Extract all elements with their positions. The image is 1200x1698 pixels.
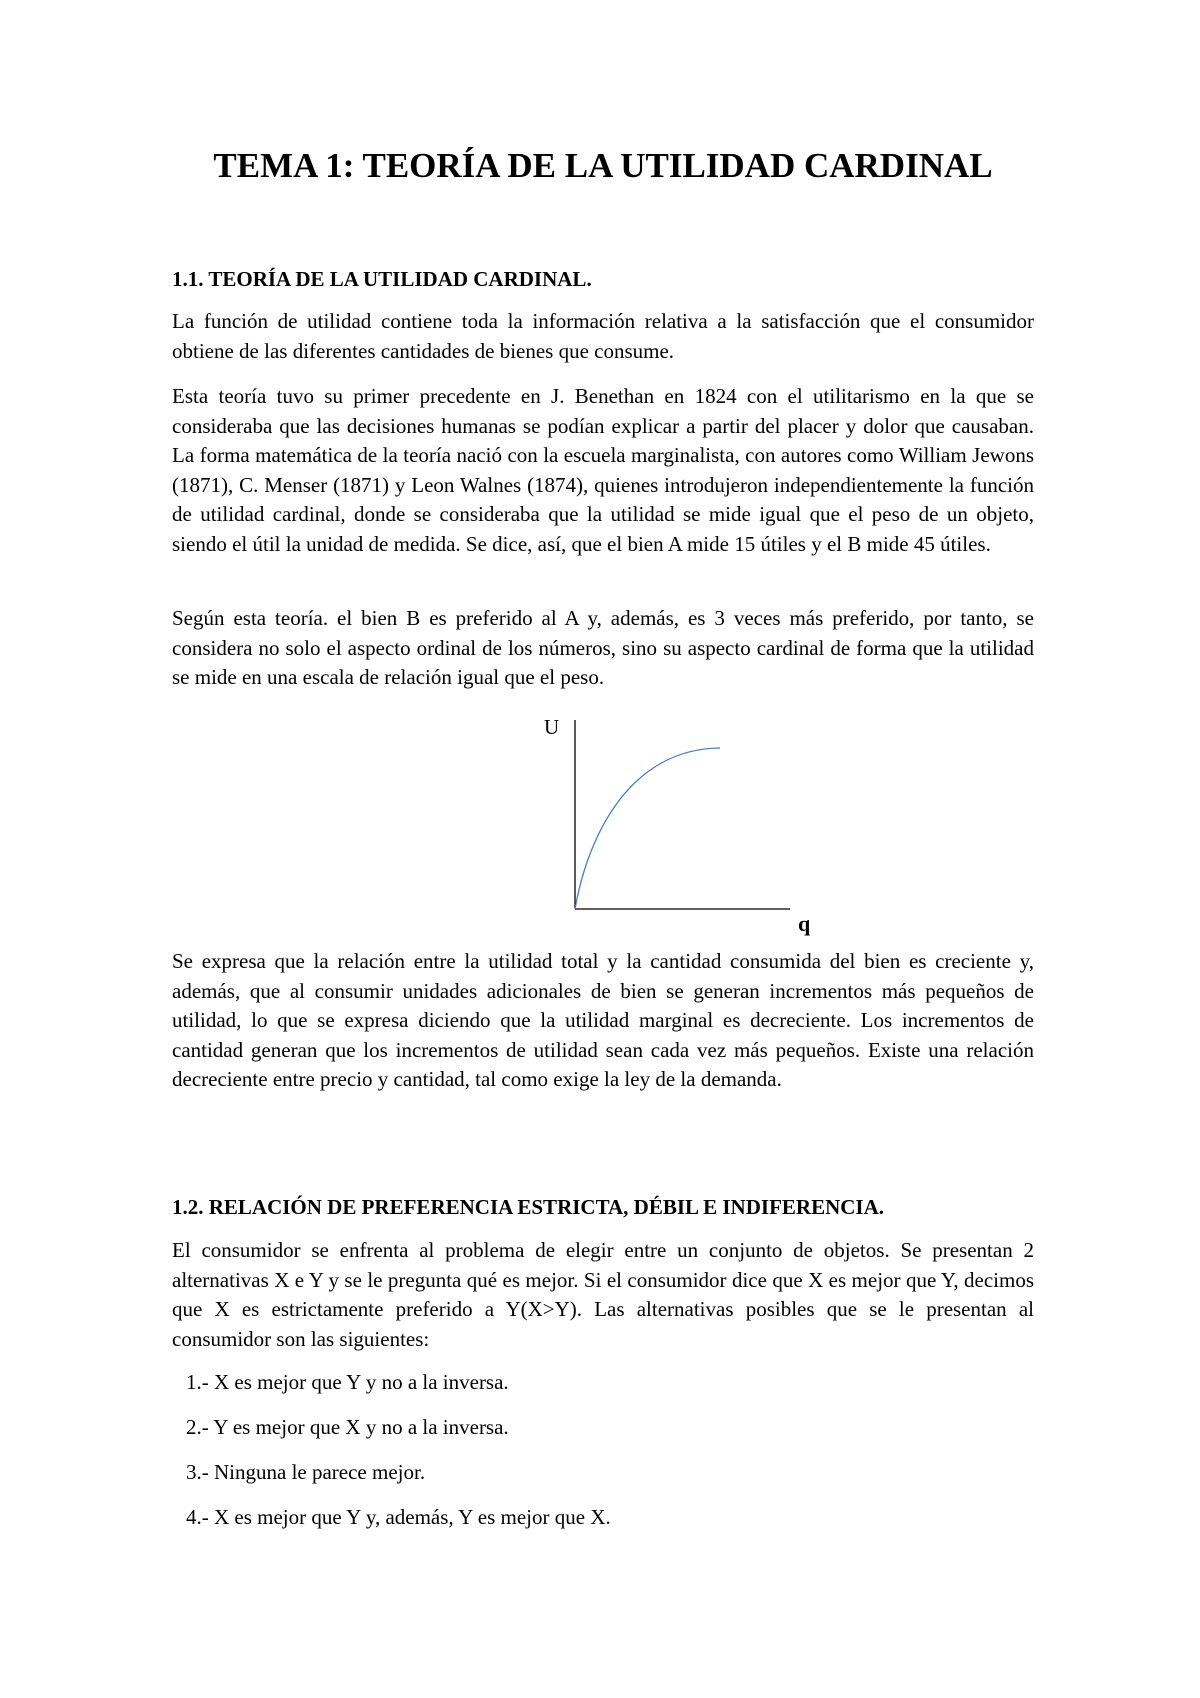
y-axis-label: U: [544, 715, 560, 739]
paragraph: Según esta teoría. el bien B es preferido al A y, además, es 3 veces más preferido, por tanto, se considera no solo el aspecto ordinal de los números, sino su aspecto cardinal de forma que la utilidad se mide en una escala de relación igual que el peso.: [172, 606, 1034, 689]
paragraph: La función de utilidad contiene toda la información relativa a la satisfacción que el consumidor obtiene de las diferentes cantidades de bienes que consume.: [172, 309, 1034, 363]
paragraph: El consumidor se enfrenta al problema de elegir entre un conjunto de objetos. Se presentan 2 alternativas X e Y y se le pregunta qué es mejor. Si el consumidor dice que X es mejor que Y, decimos que X es estrictamente preferido a Y(X>Y). Las alternativas posibles que se le presentan al consumidor son las siguientes:: [172, 1238, 1034, 1351]
utility-curve-svg: [520, 705, 840, 945]
x-axis-label: q: [798, 911, 811, 936]
paragraph: Esta teoría tuvo su primer precedente en J. Benethan en 1824 con el utilitarismo en la que se consideraba que las decisiones humanas se podían explicar a partir del placer y dolor que causaban. La forma matemática de la teoría nació con la escuela marginalista, con autores como William Jewons (1871), C. Menser (1871) y Leon Walnes (1874), quienes introdujeron independientemente la función de utilidad cardinal, donde se consideraba que la utilidad se mide igual que el peso de un objeto, siendo el útil la unidad de medida. Se dice, así, que el bien A mide 15 útiles y el B mide 45 útiles.: [172, 384, 1034, 556]
section-heading-1-2: 1.2. RELACIÓN DE PREFERENCIA ESTRICTA, DÉBIL E INDIFERENCIA.: [172, 1195, 884, 1219]
list-item: 3.- Ninguna le parece mejor.: [186, 1460, 426, 1484]
alternatives-list: [186, 1368, 611, 1548]
document-title: TEMA 1: TEORÍA DE LA UTILIDAD CARDINAL: [213, 146, 993, 185]
paragraph: Se expresa que la relación entre la utilidad total y la cantidad consumida del bien es creciente y, además, que al consumir unidades adicionales de bien se generan incrementos más pequeños de utilidad, lo que se expresa diciendo que la utilidad marginal es decreciente. Los incrementos de cantidad generan que los incrementos de utilidad sean cada vez más pequeños. Existe una relación decreciente entre precio y cantidad, tal como exige la ley de la demanda.: [172, 949, 1034, 1091]
list-item: 4.- X es mejor que Y y, además, Y es mejor que X.: [186, 1505, 611, 1529]
section-heading-1-1: 1.1. TEORÍA DE LA UTILIDAD CARDINAL.: [172, 267, 592, 291]
utility-curve: [575, 748, 720, 909]
list-item: 1.- X es mejor que Y y no a la inversa.: [186, 1370, 509, 1394]
list-item: 2.- Y es mejor que X y no a la inversa.: [186, 1415, 509, 1439]
utility-curve-figure: [520, 705, 840, 945]
